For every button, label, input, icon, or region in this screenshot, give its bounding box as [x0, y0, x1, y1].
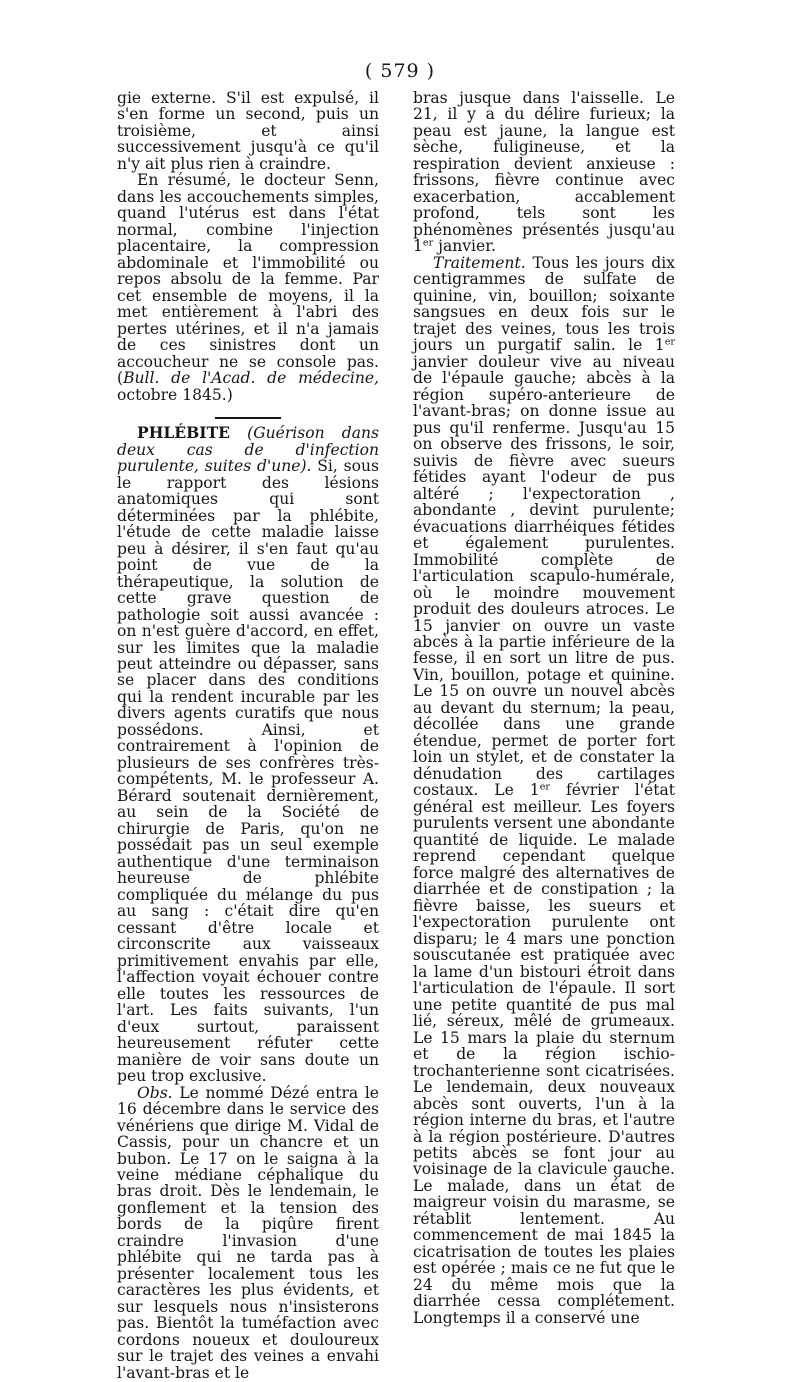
superscript: er	[664, 336, 675, 348]
paragraph-traitement	[413, 255, 675, 1326]
paragraph-phlebite	[117, 425, 379, 1084]
superscript: er	[422, 238, 434, 250]
citation-date: octobre 1845.)	[117, 385, 233, 404]
case-text-b: janvier.	[433, 237, 496, 256]
observation-text: Le nommé Dézé entra le 16 décembre dans le service des vénériens que dirige M. Vidal de Cassis, pour un chancre et un bubon. Le 17 on le saigna à la veine médiane céphalique du bras droit. Dès le lendemain, le gonflement et la tension des bords de la piqûre firent craindre l'invasion d'une phlébite qui ne tarda pas à présenter localement tous les caractères les plus évidents, et sur lesquels nous n'insisterons pas. Bientôt la tuméfaction avec cordons noueux et douloureux sur le trajet des veines a envahi l'avant-bras et le	[117, 1083, 379, 1382]
section-heading: PHLÉBITE	[137, 423, 230, 443]
section-subtitle: (Guérison dans deux cas de d'infection purulente, suites d'une).	[117, 424, 379, 476]
summary-text: En résumé, le docteur Senn, dans les accouchements simples, quand l'utérus est dans l'état normal, combine l'injection placentaire, la compression abdominale et l'immobilité ou repos absolu de la femme. Par cet ensemble de moyens, il la met entièrement à l'abri des pertes utérines, et il n'a jamais de ces sinistres dont un accoucheur ne se console pas. (	[117, 171, 379, 388]
paragraph-continuation-right	[413, 90, 675, 255]
case-text-a: bras jusque dans l'aisselle. Le 21, il y a du délire furieux; la peau est jaune, la langue est sèche, fuligineuse, et la respiration devient anxieuse : frissons, fièvre continue avec exacerbation, accablement profond, tels sont les phénomènes présentés jusqu'au 1	[413, 89, 675, 256]
traitement-text-b: janvier douleur vive au niveau de l'épaule gauche; abcès à la région supéro-anterieure de l'avant-bras; on donne issue au pus qu'il renferme. Jusqu'au 15 on observe des frissons, le soir, suivis de fièvre avec sueurs fétides ayant l'odeur de pus altéré ; l'expectoration , abondante , devint purulente; évacuations diarrhéiques fétides et également purulentes. Immobilité complète de l'articulation scapulo-humérale, où le moindre mouvement produit des douleurs atroces. Le 15 janvier on ouvre un vaste abcès à la partie inférieure de la fesse, il en sort un litre de pus. Vin, bouillon, potage et quinine. Le 15 on ouvre un nouvel abcès au devant du sternum; la peau, décollée dans une grande étendue, permet de porter fort loin un stylet, et de constater la dénudation des cartilages costaux. Le 1	[413, 352, 675, 800]
citation: Bull. de l'Acad. de médecine,	[123, 369, 379, 388]
superscript: er	[539, 782, 551, 794]
traitement-label: Traitement.	[433, 253, 526, 272]
right-column	[413, 90, 675, 1326]
page-number: ( 579 )	[364, 60, 436, 82]
paragraph-continuation: gie externe. S'il est expulsé, il s'en forme un second, puis un troisième, et ainsi successivement jusqu'à ce qu'il n'y ait plus rien à craindre.	[117, 89, 379, 173]
phlebite-text: Si, sous le rapport des lésions anatomiques qui sont déterminées par la phlébite, l'étude de cette maladie laisse peu à désirer, il s'en faut qu'au point de vue de la thérapeutique, la solution de cette grave question de pathologie soit aussi avancée : on n'est guère d'accord, en effet, sur les limites que la maladie peut atteindre ou dépasser, sans se placer dans des conditions qui la rendent incurable par les divers agents curatifs que nous possédons. Ainsi, et contrairement à l'opinion de plusieurs de ses confrères très-compétents, M. le professeur A. Bérard soutenait dernièrement, au sein de la Société de chirurgie de Paris, qu'on ne possédait pas un seul exemple authentique d'une terminaison heureuse de phlébite compliquée du mélange du pus au sang : c'était dire qu'en cessant d'être locale et circonscrite aux vaisseaux primitivement envahis par elle, l'affection voyait échouer contre elle toutes les ressources de l'art. Les faits suivants, l'un d'eux surtout, paraissent heureusement réfuter cette manière de voir sans doute un peu trop exclusive.	[117, 457, 379, 1086]
paragraph-summary	[117, 172, 379, 403]
section-divider	[215, 417, 281, 419]
traitement-text-a: Tous les jours dix centigrammes de sulfate de quinine, vin, bouillon; soixante sangsues en deux fois sur le trajet des veines, tous les trois jours un purgatif salin. le 1	[413, 253, 675, 355]
obs-label: Obs.	[137, 1083, 173, 1102]
traitement-text-c: février l'état général est meilleur. Les foyers purulents versent une abondante quantité de liquide. Le malade reprend cependant quelque force malgré des alternatives de diarrhée et de constipation ; la fièvre baisse, les sueurs et l'expectoration purulente ont disparu; le 4 mars une ponction souscutanée est pratiquée avec la lame d'un bistouri étroit dans l'articulation de l'épaule. Il sort une petite quantité de pus mal lié, séreux, mêlé de grumeaux. Le 15 mars la plaie du sternum et de la région ischio-trochanterienne sont cicatrisées. Le lendemain, deux nouveaux abcès sont ouverts, l'un à la région interne du bras, et l'autre à la région postérieure. D'autres petits abcès se font jour au voisinage de la clavicule gauche. Le malade, dans un état de maigreur voisin du marasme, se rétablit lentement. Au commencement de mai 1845 la cicatrisation de toutes les plaies est opérée ; mais ce ne fut que le 24 du même mois que la diarrhée cessa complétement. Longtemps il a conservé une	[413, 781, 676, 1327]
paragraph-observation	[117, 1085, 379, 1382]
left-column	[117, 90, 379, 1381]
